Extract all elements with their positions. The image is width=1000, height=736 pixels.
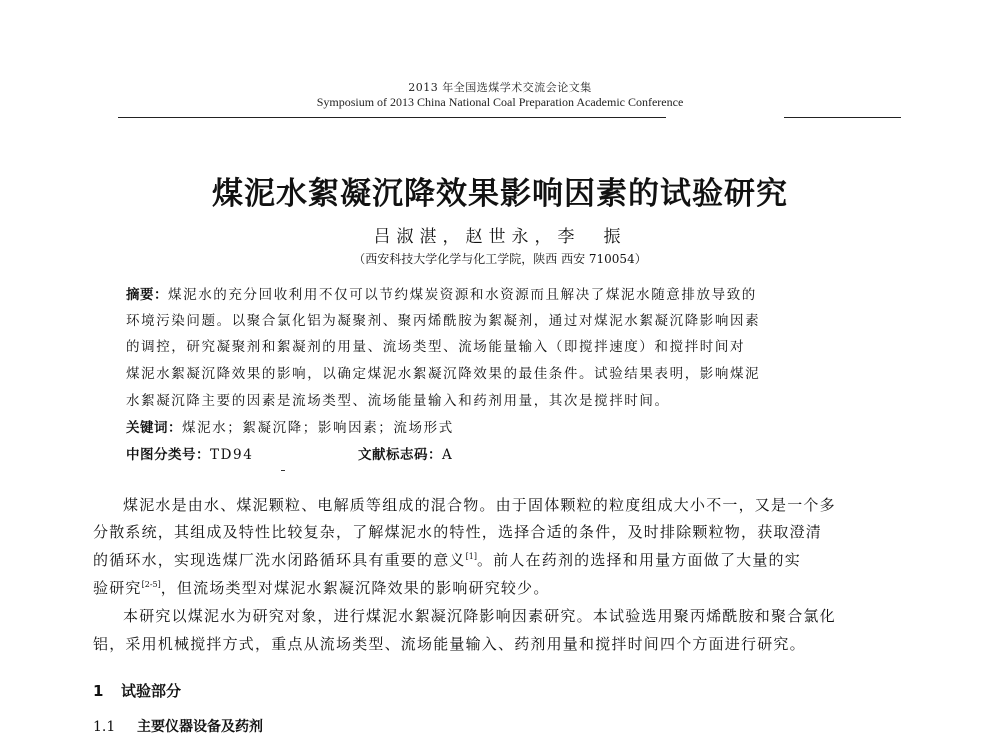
keywords [126,416,454,436]
header-rule [118,117,666,118]
affiliation: （西安科技大学化学与化工学院，陕西 西安 710054） [353,252,647,266]
document-code: 文献标志码：A [358,447,454,463]
section-heading: 1 试验部分 [93,682,182,700]
running-header-en: Symposium of 2013 China National Coal Preparation Academic Conference [316,95,684,109]
subsection-heading: 1.1 主要仪器设备及药剂 [93,719,263,735]
abstract-line: 煤泥水絮凝沉降效果的影响，以确定煤泥水絮凝沉降效果的最佳条件。试验结果表明，影响煤泥 [126,366,761,382]
scan-mark [281,470,285,471]
body-line: 本研究以煤泥水为研究对象，进行煤泥水絮凝沉降影响因素研究。本试验选用聚丙烯酰胺和聚合氯化 [123,607,836,625]
body-line: 铝，采用机械搅拌方式，重点从流场类型、流场能量输入、药剂用量和搅拌时间四个方面进行研究。 [93,635,806,653]
abstract-label: 摘要： [126,287,168,303]
header-rule-right [784,117,901,118]
citation: [2-5] [141,580,161,589]
abstract-line: 环境污染问题。以聚合氯化铝为凝聚剂、聚丙烯酰胺为絮凝剂，通过对煤泥水絮凝沉降影响因素 [126,313,761,329]
abstract-line: 水絮凝沉降主要的因素是流场类型、流场能量输入和药剂用量，其次是搅拌时间。 [126,393,670,409]
paper-title: 煤泥水絮凝沉降效果影响因素的试验研究 [212,176,788,212]
abstract-line: 的调控，研究凝聚剂和絮凝剂的用量、流场类型、流场能量输入（即搅拌速度）和搅拌时间对 [126,339,746,355]
body-line: 煤泥水是由水、煤泥颗粒、电解质等组成的混合物。由于固体颗粒的粒度组成大小不一，又是一个多 [123,496,836,514]
body-line: 的循环水，实现选煤厂洗水闭路循环具有重要的意义[1]。前人在药剂的选择和用量方面做了大量的实 [93,551,801,569]
keywords-text: 煤泥水；絮凝沉降；影响因素；流场形式 [182,420,454,436]
body-line: 分散系统，其组成及特性比较复杂，了解煤泥水的特性，选择合适的条件，及时排除颗粒物，获取澄清 [93,523,823,541]
authors: 吕淑湛，赵世永，李 振 [373,227,627,247]
running-header-cn: 2013 年全国选煤学术交流会论文集 [408,81,592,94]
citation: [1] [465,552,477,561]
clc-number: 中图分类号：TD94 [126,447,254,463]
body-line: 验研究[2-5]，但流场类型对煤泥水絮凝沉降效果的影响研究较少。 [93,579,550,597]
keywords-label: 关键词： [126,420,182,436]
abstract-line: 摘要：煤泥水的充分回收利用不仅可以节约煤炭资源和水资源而且解决了煤泥水随意排放导致的 [126,287,757,303]
